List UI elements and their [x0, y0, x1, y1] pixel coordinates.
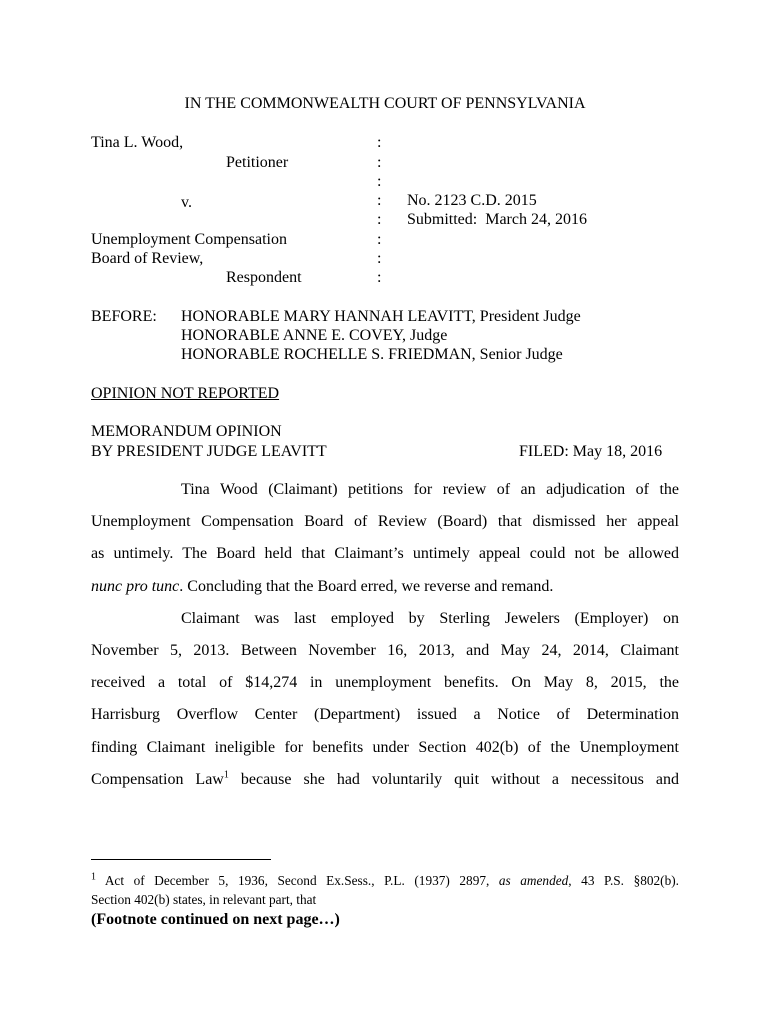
- text: Act of December 5, 1936, Second Ex.Sess., P.L. (1937) 2897,: [96, 873, 499, 888]
- memorandum-title: MEMORANDUM OPINION: [91, 423, 282, 440]
- case-number: No. 2123 C.D. 2015: [407, 192, 537, 209]
- memorandum-author: BY PRESIDENT JUDGE LEAVITT: [91, 443, 327, 460]
- judge-1: HONORABLE MARY HANNAH LEAVITT, President Judge: [181, 308, 581, 325]
- caption-colon: :: [377, 173, 382, 190]
- text: Compensation Law: [91, 770, 224, 788]
- paragraph-2-line-6: [91, 764, 679, 796]
- caption-colon: :: [377, 154, 382, 171]
- submitted-date: Submitted: March 24, 2016: [407, 211, 587, 228]
- text: . Concluding that the Board erred, we reverse and remand.: [179, 577, 554, 595]
- paragraph-2-line-4: Harrisburg Overflow Center (Department) issued a Notice of Determination: [91, 706, 679, 724]
- text: Claimant was last employed by Sterling Jewelers (Employer) on: [181, 609, 679, 627]
- paragraph-1-line-1: [91, 474, 679, 506]
- caption-colon: :: [377, 211, 382, 228]
- caption-colon: :: [377, 250, 382, 267]
- footnote: [91, 871, 679, 909]
- before-label: BEFORE:: [91, 308, 157, 325]
- opinion-body: [91, 474, 679, 796]
- footnote-marker: 1: [91, 871, 96, 883]
- paragraph-2-line-1: [91, 603, 679, 635]
- footnote-ref[interactable]: 1: [223, 769, 229, 781]
- petitioner-role: Petitioner: [226, 154, 289, 171]
- paragraph-1-line-4: [91, 571, 679, 603]
- paragraph-2-line-3: received a total of $14,274 in unemployment benefits. On May 8, 2015, the: [91, 674, 679, 692]
- caption-colon: :: [377, 192, 382, 209]
- text: , 43 P.S. §802(b).: [568, 873, 679, 888]
- text: because she had voluntarily quit without a necessitous and: [228, 770, 679, 788]
- caption-colon: :: [377, 269, 382, 286]
- paragraph-1-line-2: Unemployment Compensation Board of Review (Board) that dismissed her appeal: [91, 513, 679, 531]
- judge-3: HONORABLE ROCHELLE S. FRIEDMAN, Senior Judge: [181, 346, 563, 363]
- filed-date: FILED: May 18, 2016: [519, 443, 663, 460]
- latin-phrase: nunc pro tunc: [91, 577, 180, 595]
- text: as amended: [498, 873, 569, 888]
- paragraph-2-line-2: November 5, 2013. Between November 16, 2013, and May 24, 2014, Claimant: [91, 641, 679, 659]
- versus: v.: [181, 194, 192, 211]
- footnote-divider: [91, 859, 271, 860]
- judge-2: HONORABLE ANNE E. COVEY, Judge: [181, 327, 448, 344]
- text: Tina Wood (Claimant) petitions for review of an adjudication of the: [181, 481, 679, 498]
- opinion-status: OPINION NOT REPORTED: [91, 385, 280, 402]
- caption-colon: :: [377, 134, 382, 151]
- footnote-line-1: [91, 871, 679, 890]
- footnote-line-2: Section 402(b) states, in relevant part, that: [91, 892, 317, 907]
- caption-colon: :: [377, 231, 382, 248]
- respondent-line-1: Unemployment Compensation: [91, 231, 287, 248]
- paragraph-1-line-3: as untimely. The Board held that Claimant’s untimely appeal could not be allowed: [91, 545, 679, 563]
- respondent-role: Respondent: [226, 269, 302, 286]
- petitioner-name: Tina L. Wood,: [91, 134, 184, 151]
- paragraph-2-line-5: finding Claimant ineligible for benefits under Section 402(b) of the Unemployment: [91, 738, 679, 756]
- footnote-continued: (Footnote continued on next page…): [91, 911, 340, 928]
- respondent-line-2: Board of Review,: [91, 250, 204, 267]
- court-title: IN THE COMMONWEALTH COURT OF PENNSYLVANIA: [184, 95, 586, 112]
